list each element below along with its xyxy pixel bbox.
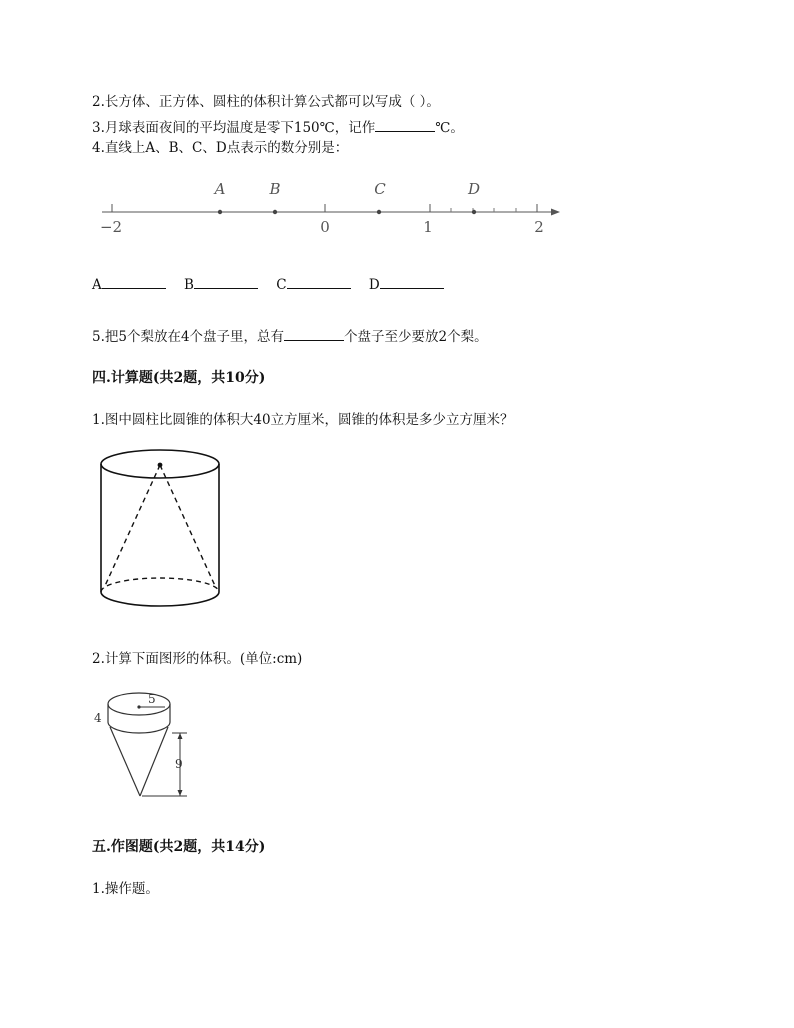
number-line-arrow	[551, 209, 560, 216]
tick-label-minus-2: −2	[99, 218, 123, 236]
composite-cone-left	[110, 727, 140, 796]
point-b-dot	[273, 210, 277, 214]
point-c-label: C	[374, 180, 386, 198]
question-2-text: 2.长方体、正方体、圆柱的体积计算公式都可以写成（ ）。	[92, 94, 440, 110]
calc-question-2: 2.计算下面图形的体积。(单位:cm)	[92, 651, 303, 667]
cone-height-label: 9	[175, 757, 183, 771]
tick-label-2: 2	[534, 218, 544, 236]
drawing-question-1: 1.操作题。	[92, 881, 159, 897]
cone-right-edge	[160, 465, 216, 588]
composite-top-ellipse	[108, 693, 170, 715]
question-3-text-before: 3.月球表面夜间的平均温度是零下150℃，记作	[92, 120, 376, 136]
cone-height-arrow-up	[178, 733, 183, 739]
composite-cyl-bottom	[108, 722, 170, 733]
answer-d	[369, 274, 444, 294]
point-a-label: A	[214, 180, 226, 198]
answer-c	[276, 274, 350, 294]
cylinder-bottom-front	[101, 592, 219, 606]
point-d-label: D	[467, 180, 481, 198]
answer-c-label: C	[276, 277, 287, 293]
tick-label-1: 1	[423, 218, 433, 236]
cylinder-cone-composite-figure	[94, 692, 187, 796]
cylinder-cone-figure	[101, 450, 219, 606]
answer-a-blank[interactable]	[102, 274, 166, 289]
cylinder-bottom-back	[101, 578, 219, 592]
tick-label-0: 0	[320, 218, 330, 236]
section-4-title: 四.计算题(共2题，共10分)	[92, 370, 266, 386]
point-b-label: B	[269, 180, 281, 198]
question-5	[92, 326, 488, 346]
point-a-dot	[218, 210, 222, 214]
answer-d-label: D	[368, 277, 380, 293]
question-3-text-after: ℃。	[435, 120, 464, 136]
answer-a-label: A	[92, 277, 102, 293]
answer-b-blank[interactable]	[194, 274, 258, 289]
composite-cone-right	[140, 727, 168, 796]
question-5-blank[interactable]	[284, 326, 344, 341]
answer-b-label: B	[184, 277, 194, 293]
question-4-text: 4.直线上A、B、C、D点表示的数分别是：	[92, 140, 349, 156]
point-c-dot	[377, 210, 381, 214]
question-5-text-before: 5.把5个梨放在4个盘子里，总有	[92, 329, 285, 345]
point-d-dot	[472, 210, 476, 214]
question-5-text-after: 个盘子至少要放2个梨。	[344, 329, 488, 345]
section-5-title: 五.作图题(共2题，共14分)	[92, 839, 266, 855]
answer-d-blank[interactable]	[380, 274, 444, 289]
radius-label: 5	[148, 692, 156, 706]
answer-row	[92, 274, 458, 294]
calc-question-1: 1.图中圆柱比圆锥的体积大40立方厘米，圆锥的体积是多少立方厘米？	[92, 412, 514, 428]
cone-left-edge	[104, 465, 160, 588]
answer-a	[92, 274, 166, 294]
answer-c-blank[interactable]	[287, 274, 351, 289]
answer-b	[184, 274, 258, 294]
cone-height-arrow-down	[178, 790, 183, 796]
cylinder-height-label: 4	[94, 711, 102, 725]
